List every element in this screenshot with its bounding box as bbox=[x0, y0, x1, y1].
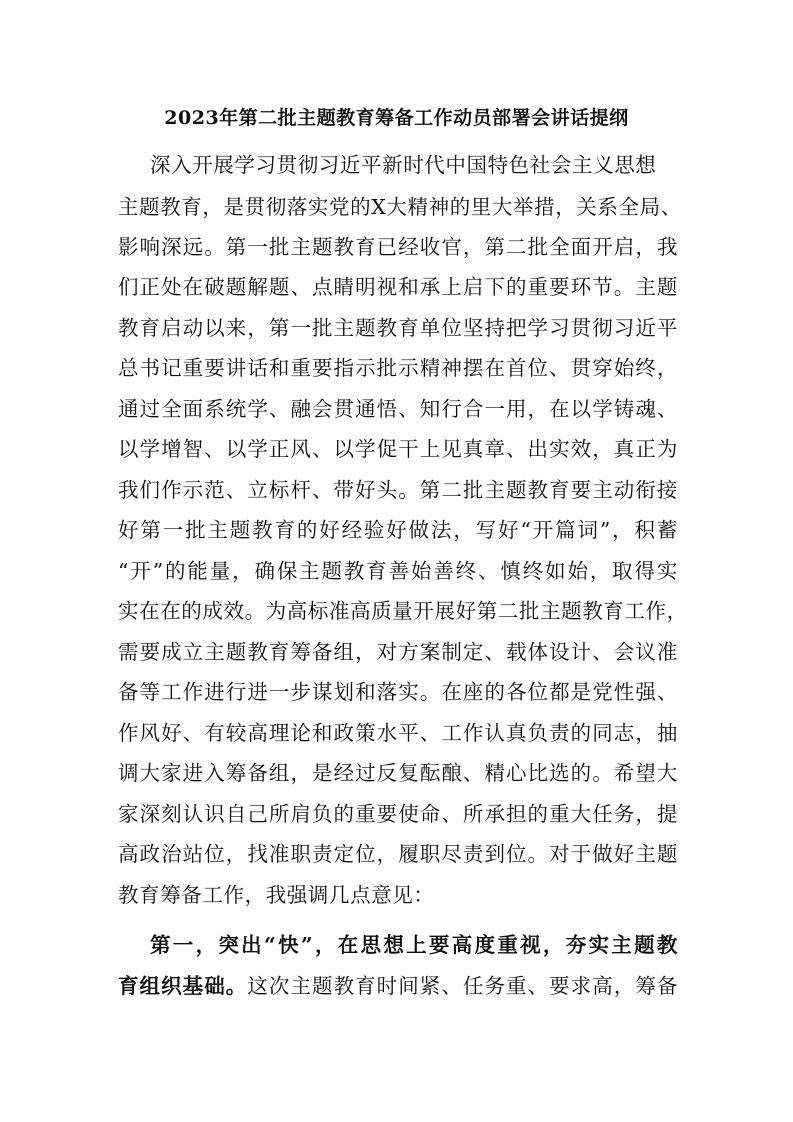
paragraph-line: “开”的能量，确保主题教育善始善终、慎终如始，取得实 bbox=[118, 559, 678, 583]
paragraph-line: 通过全面系统学、融会贯通悟、知行合一用，在以学铸魂、 bbox=[118, 397, 678, 421]
paragraph-line: 高政治站位，找准职责定位，履职尽责到位。对于做好主题 bbox=[118, 842, 678, 866]
paragraph-line: 我们作示范、立标杆、带好头。第二批主题教育要主动衔接 bbox=[118, 478, 678, 502]
document-title: 2023年第二批主题教育筹备工作动员部署会讲话提纲 bbox=[164, 107, 629, 129]
paragraph-line: 教育筹备工作，我强调几点意见： bbox=[118, 883, 435, 907]
paragraph-line: 影响深远。第一批主题教育已经收官，第二批全面开启，我 bbox=[118, 235, 678, 259]
paragraph-line: 作风好、有较高理论和政策水平、工作认真负责的同志，抽 bbox=[118, 721, 678, 745]
point-one-line bbox=[118, 971, 678, 1001]
paragraph-line: 深入开展学习贯彻习近平新时代中国特色社会主义思想 bbox=[150, 153, 657, 177]
paragraph-line: 们正处在破题解题、点睛明视和承上启下的重要环节。主题 bbox=[118, 275, 678, 299]
point-one-heading-end: 育组织基础。 bbox=[118, 974, 248, 998]
paragraph-line: 以学增智、以学正风、以学促干上见真章、出实效，真正为 bbox=[118, 437, 678, 461]
paragraph-line: 调大家进入筹备组，是经过反复酝酿、精心比选的。希望大 bbox=[118, 761, 678, 785]
point-one-heading: 第一，突出“快”，在思想上要高度重视，夯实主题教 bbox=[150, 933, 678, 957]
paragraph-line: 主题教育，是贯彻落实党的X大精神的里大举措，关系全局、 bbox=[118, 195, 682, 219]
paragraph-line: 好第一批主题教育的好经验好做法，写好“开篇词”，积蓄 bbox=[118, 518, 678, 542]
paragraph-line: 备等工作进行进一步谋划和落实。在座的各位都是党性强、 bbox=[118, 680, 678, 704]
paragraph-line: 总书记重要讲话和重要指示批示精神摆在首位、贯穿始终， bbox=[118, 356, 678, 380]
paragraph-line: 需要成立主题教育筹备组，对方案制定、载体设计、会议准 bbox=[118, 640, 678, 664]
paragraph-line: 实在在的成效。为高标准高质量开展好第二批主题教育工作， bbox=[118, 599, 688, 623]
point-one-body: 这次主题教育时间紧、任务重、要求高，筹备 bbox=[247, 974, 678, 998]
paragraph-line: 家深刻认识自己所肩负的重要使命、所承担的重大任务，提 bbox=[118, 802, 678, 826]
paragraph-line: 教育启动以来，第一批主题教育单位坚持把学习贯彻习近平 bbox=[118, 316, 678, 340]
